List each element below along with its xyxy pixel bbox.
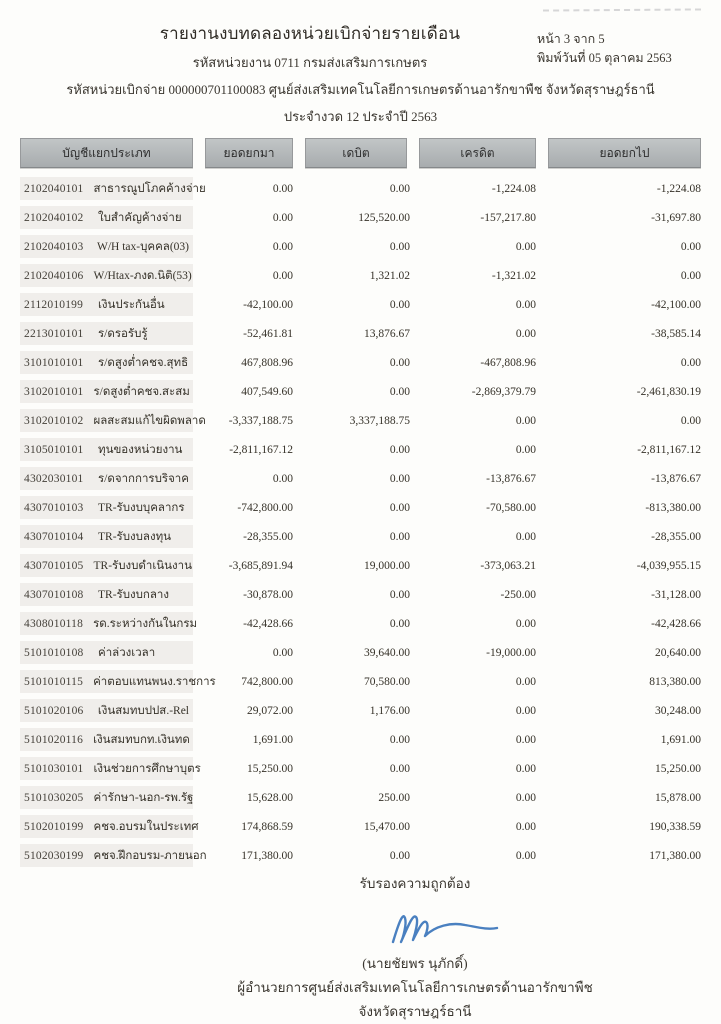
table-row <box>0 522 721 551</box>
account-cell <box>20 728 193 751</box>
account-cell <box>20 380 193 403</box>
column-header-credit: เครดิต <box>419 138 536 168</box>
account-code: 3101010101 <box>24 356 84 369</box>
account-name: คชจ.อบรมในประเทศ <box>93 820 199 833</box>
account-name: ร/ดสูงต่ำคชจ.สะสม <box>93 385 190 398</box>
carry-out-amount: 0.00 <box>680 240 701 253</box>
account-cell <box>20 670 216 693</box>
carry-out-amount: -31,128.00 <box>651 588 701 601</box>
account-code: 2102040103 <box>24 240 84 253</box>
table-row <box>0 725 721 754</box>
carry-forward-amount: -3,685,891.94 <box>228 559 293 572</box>
carry-out-amount: -4,039,955.15 <box>636 559 701 572</box>
credit-amount: 0.00 <box>515 443 536 456</box>
org-code-line: รหัสหน่วยงาน 0711 กรมส่งเสริมการเกษตร <box>192 55 428 70</box>
column-header-debit: เดบิต <box>305 138 407 168</box>
account-cell <box>20 235 193 258</box>
account-code: 5102010199 <box>24 820 84 833</box>
report-title: รายงานงบทดลองหน่วยเบิกจ่ายรายเดือน <box>159 24 461 43</box>
table-row <box>0 580 721 609</box>
debit-amount: 70,580.00 <box>364 675 410 688</box>
credit-amount: -70,580.00 <box>486 501 536 514</box>
account-code: 2102040101 <box>24 182 84 195</box>
carry-forward-amount: 171,380.00 <box>241 849 293 862</box>
account-name: ผลสะสมแก้ไขผิดพลาด <box>93 414 206 427</box>
period-line: ประจำงวด 12 ประจำปี 2563 <box>283 109 438 124</box>
account-code: 3105010101 <box>24 443 84 456</box>
carry-out-amount: 0.00 <box>680 414 701 427</box>
signature-ink <box>385 904 505 950</box>
carry-out-amount: -1,224.08 <box>656 182 701 195</box>
carry-out-amount: 171,380.00 <box>649 849 701 862</box>
column-header-carry-out: ยอดยกไป <box>548 138 701 168</box>
table-row <box>0 754 721 783</box>
debit-amount: 0.00 <box>389 588 410 601</box>
account-name: เงินประกันอื่น <box>98 298 165 311</box>
debit-amount: 0.00 <box>389 501 410 514</box>
account-name: เงินสมทบกท.เงินทด <box>93 733 190 746</box>
credit-amount: 0.00 <box>515 240 536 253</box>
carry-out-amount: 0.00 <box>680 269 701 282</box>
account-cell <box>20 264 193 287</box>
table-row <box>0 696 721 725</box>
trial-balance-table <box>0 138 721 870</box>
account-cell <box>20 583 193 606</box>
carry-forward-amount: 0.00 <box>272 182 293 195</box>
table-row <box>0 783 721 812</box>
account-name: W/H tax-บุคคล(03) <box>97 240 189 253</box>
account-name: สาธารณูปโภคค้างจ่าย <box>93 182 206 195</box>
debit-amount: 0.00 <box>389 472 410 485</box>
signer-title-line2: จังหวัดสุราษฎร์ธานี <box>358 1004 472 1019</box>
table-row <box>0 667 721 696</box>
credit-amount: -157,217.80 <box>480 211 536 224</box>
debit-amount: 0.00 <box>389 298 410 311</box>
account-cell <box>20 757 201 780</box>
carry-forward-amount: -2,811,167.12 <box>229 443 293 456</box>
credit-amount: 0.00 <box>515 849 536 862</box>
account-code: 4307010105 <box>24 559 84 572</box>
account-cell <box>20 815 199 838</box>
credit-amount: 0.00 <box>515 762 536 775</box>
account-name: ค่ารักษา-นอก-รพ.รัฐ <box>93 791 194 804</box>
debit-amount: 0.00 <box>389 182 410 195</box>
table-header-row <box>0 138 721 168</box>
debit-amount: 250.00 <box>378 791 410 804</box>
debit-amount: 13,876.67 <box>364 327 410 340</box>
credit-amount: 0.00 <box>515 530 536 543</box>
carry-forward-amount: 0.00 <box>272 211 293 224</box>
carry-forward-amount: 0.00 <box>272 240 293 253</box>
signer-name: (นายชัยพร นุภักดิ์) <box>362 956 468 971</box>
account-code: 5102030199 <box>24 849 84 862</box>
account-cell <box>20 844 207 867</box>
table-row <box>0 290 721 319</box>
table-row <box>0 203 721 232</box>
account-code: 3102010101 <box>24 385 84 398</box>
debit-amount: 0.00 <box>389 530 410 543</box>
account-cell <box>20 322 193 345</box>
account-cell <box>20 554 193 577</box>
carry-forward-amount: 0.00 <box>272 472 293 485</box>
table-row <box>0 174 721 203</box>
table-row <box>0 812 721 841</box>
debit-amount: 39,640.00 <box>364 646 410 659</box>
account-code: 5101010108 <box>24 646 84 659</box>
debit-amount: 0.00 <box>389 385 410 398</box>
carry-forward-amount: -42,100.00 <box>243 298 293 311</box>
debit-amount: 19,000.00 <box>364 559 410 572</box>
table-row <box>0 493 721 522</box>
table-row <box>0 638 721 667</box>
scan-artifact <box>543 8 701 14</box>
credit-amount: -1,321.02 <box>491 269 536 282</box>
account-name: TR-รับงบบุคลากร <box>98 501 185 514</box>
credit-amount: -1,224.08 <box>491 182 536 195</box>
account-name: ร/ดจากการบริจาค <box>98 472 189 485</box>
account-cell <box>20 786 193 809</box>
account-name: TR-รับงบกลาง <box>98 588 169 601</box>
debit-amount: 0.00 <box>389 762 410 775</box>
account-name: ใบสำคัญค้างจ่าย <box>98 211 182 224</box>
carry-forward-amount: -42,428.66 <box>243 617 293 630</box>
carry-forward-amount: -52,461.81 <box>243 327 293 340</box>
carry-out-amount: -42,100.00 <box>651 298 701 311</box>
account-code: 4308010118 <box>24 617 84 630</box>
carry-forward-amount: 0.00 <box>272 646 293 659</box>
page-meta <box>537 30 717 68</box>
account-cell <box>20 525 193 548</box>
table-row <box>0 261 721 290</box>
table-row <box>0 464 721 493</box>
account-code: 4307010108 <box>24 588 84 601</box>
carry-forward-amount: 407,549.60 <box>241 385 293 398</box>
account-code: 5101030101 <box>24 762 84 775</box>
account-name: ทุนของหน่วยงาน <box>98 443 183 456</box>
table-row <box>0 232 721 261</box>
debit-amount: 0.00 <box>389 356 410 369</box>
debit-amount: 15,470.00 <box>364 820 410 833</box>
table-row <box>0 551 721 580</box>
carry-out-amount: 15,250.00 <box>655 762 701 775</box>
carry-out-amount: 813,380.00 <box>649 675 701 688</box>
column-header-carry-forward: ยอดยกมา <box>205 138 293 168</box>
carry-out-amount: 15,878.00 <box>655 791 701 804</box>
carry-forward-amount: -742,800.00 <box>237 501 293 514</box>
account-code: 5101020106 <box>24 704 84 717</box>
debit-amount: 1,176.00 <box>369 704 410 717</box>
debit-amount: 0.00 <box>389 443 410 456</box>
account-cell <box>20 438 193 461</box>
account-cell <box>20 641 193 664</box>
signer-title-line1: ผู้อำนวยการศูนย์ส่งเสริมเทคโนโลยีการเกษตรด้านอารักขาพืช <box>237 980 593 995</box>
table-row <box>0 435 721 464</box>
credit-amount: -19,000.00 <box>486 646 536 659</box>
account-cell <box>20 293 193 316</box>
account-code: 2102040106 <box>24 269 84 282</box>
account-code: 3102010102 <box>24 414 84 427</box>
column-header-account: บัญชีแยกประเภท <box>20 138 193 168</box>
carry-forward-amount: -28,355.00 <box>243 530 293 543</box>
account-name: ร/ดสูงต่ำคชจ.สุทธิ <box>98 356 189 369</box>
credit-amount: 0.00 <box>515 733 536 746</box>
account-name: ค่าล่วงเวลา <box>98 646 156 659</box>
account-cell <box>20 206 193 229</box>
debit-amount: 0.00 <box>389 849 410 862</box>
table-row <box>0 348 721 377</box>
carry-forward-amount: 29,072.00 <box>247 704 293 717</box>
table-row <box>0 406 721 435</box>
debit-amount: 125,520.00 <box>358 211 410 224</box>
carry-out-amount: -28,355.00 <box>651 530 701 543</box>
credit-amount: -13,876.67 <box>486 472 536 485</box>
account-code: 2213010101 <box>24 327 84 340</box>
account-name: คชจ.ฝึกอบรม-ภายนอก <box>93 849 207 862</box>
carry-out-amount: -42,428.66 <box>651 617 701 630</box>
account-code: 4307010104 <box>24 530 84 543</box>
account-name: TR-รับงบดำเนินงาน <box>93 559 192 572</box>
carry-out-amount: -38,585.14 <box>651 327 701 340</box>
carry-forward-amount: 467,808.96 <box>241 356 293 369</box>
credit-amount: 0.00 <box>515 414 536 427</box>
account-name: TR-รับงบลงทุน <box>98 530 172 543</box>
credit-amount: 0.00 <box>515 327 536 340</box>
carry-out-amount: -31,697.80 <box>651 211 701 224</box>
debit-amount: 3,337,188.75 <box>349 414 410 427</box>
carry-out-amount: 30,248.00 <box>655 704 701 717</box>
carry-out-amount: -13,876.67 <box>651 472 701 485</box>
carry-forward-amount: 15,628.00 <box>247 791 293 804</box>
credit-amount: 0.00 <box>515 675 536 688</box>
disbursing-unit-line: รหัสหน่วยเบิกจ่าย 000000701100083 ศูนย์ส่งเสริมเทคโนโลยีการเกษตรด้านอารักขาพืช จังหวัดสุราษฎร์ธานี <box>66 82 655 97</box>
account-name: W/Htax-ภงด.นิติ(53) <box>93 269 192 282</box>
certify-text: รับรองความถูกต้อง <box>359 876 471 891</box>
credit-amount: 0.00 <box>515 791 536 804</box>
carry-forward-amount: 742,800.00 <box>241 675 293 688</box>
account-cell <box>20 467 193 490</box>
table-body <box>0 174 721 870</box>
credit-amount: -2,869,379.79 <box>471 385 536 398</box>
carry-out-amount: 1,691.00 <box>660 733 701 746</box>
account-cell <box>20 351 193 374</box>
page-number: หน้า 3 จาก 5 <box>537 32 605 46</box>
account-name: รด.ระหว่างกันในกรม <box>93 617 198 630</box>
account-name: ค่าตอบแทนพนง.ราชการ <box>93 675 216 688</box>
print-date: พิมพ์วันที่ 05 ตุลาคม 2563 <box>537 51 672 65</box>
debit-amount: 0.00 <box>389 617 410 630</box>
account-name: ร/ดรอรับรู้ <box>98 327 148 340</box>
account-name: เงินช่วยการศึกษาบุตร <box>93 762 201 775</box>
carry-out-amount: -813,380.00 <box>645 501 701 514</box>
credit-amount: 0.00 <box>515 617 536 630</box>
account-cell <box>20 612 198 635</box>
certification-block <box>115 872 715 1022</box>
carry-out-amount: 20,640.00 <box>655 646 701 659</box>
credit-amount: 0.00 <box>515 298 536 311</box>
carry-out-amount: -2,811,167.12 <box>637 443 701 456</box>
carry-forward-amount: 15,250.00 <box>247 762 293 775</box>
carry-out-amount: 0.00 <box>680 356 701 369</box>
account-code: 5101030205 <box>24 791 84 804</box>
debit-amount: 0.00 <box>389 733 410 746</box>
carry-out-amount: -2,461,830.19 <box>636 385 701 398</box>
account-code: 4307010103 <box>24 501 84 514</box>
debit-amount: 0.00 <box>389 240 410 253</box>
carry-forward-amount: 0.00 <box>272 269 293 282</box>
credit-amount: -250.00 <box>500 588 536 601</box>
account-code: 2112010199 <box>24 298 84 311</box>
table-row <box>0 319 721 348</box>
debit-amount: 1,321.02 <box>369 269 410 282</box>
account-code: 4302030101 <box>24 472 84 485</box>
signature-area <box>115 902 715 950</box>
carry-forward-amount: -3,337,188.75 <box>228 414 293 427</box>
table-row <box>0 609 721 638</box>
account-cell <box>20 496 193 519</box>
carry-forward-amount: 1,691.00 <box>252 733 293 746</box>
credit-amount: 0.00 <box>515 704 536 717</box>
account-code: 5101020116 <box>24 733 84 746</box>
credit-amount: -467,808.96 <box>480 356 536 369</box>
account-cell <box>20 409 206 432</box>
table-row <box>0 377 721 406</box>
credit-amount: -373,063.21 <box>480 559 536 572</box>
account-code: 2102040102 <box>24 211 84 224</box>
table-row <box>0 841 721 870</box>
carry-out-amount: 190,338.59 <box>649 820 701 833</box>
carry-forward-amount: -30,878.00 <box>243 588 293 601</box>
account-cell <box>20 699 193 722</box>
account-cell <box>20 177 206 200</box>
account-code: 5101010115 <box>24 675 84 688</box>
credit-amount: 0.00 <box>515 820 536 833</box>
carry-forward-amount: 174,868.59 <box>241 820 293 833</box>
account-name: เงินสมทบปปส.-Rel <box>97 704 189 717</box>
